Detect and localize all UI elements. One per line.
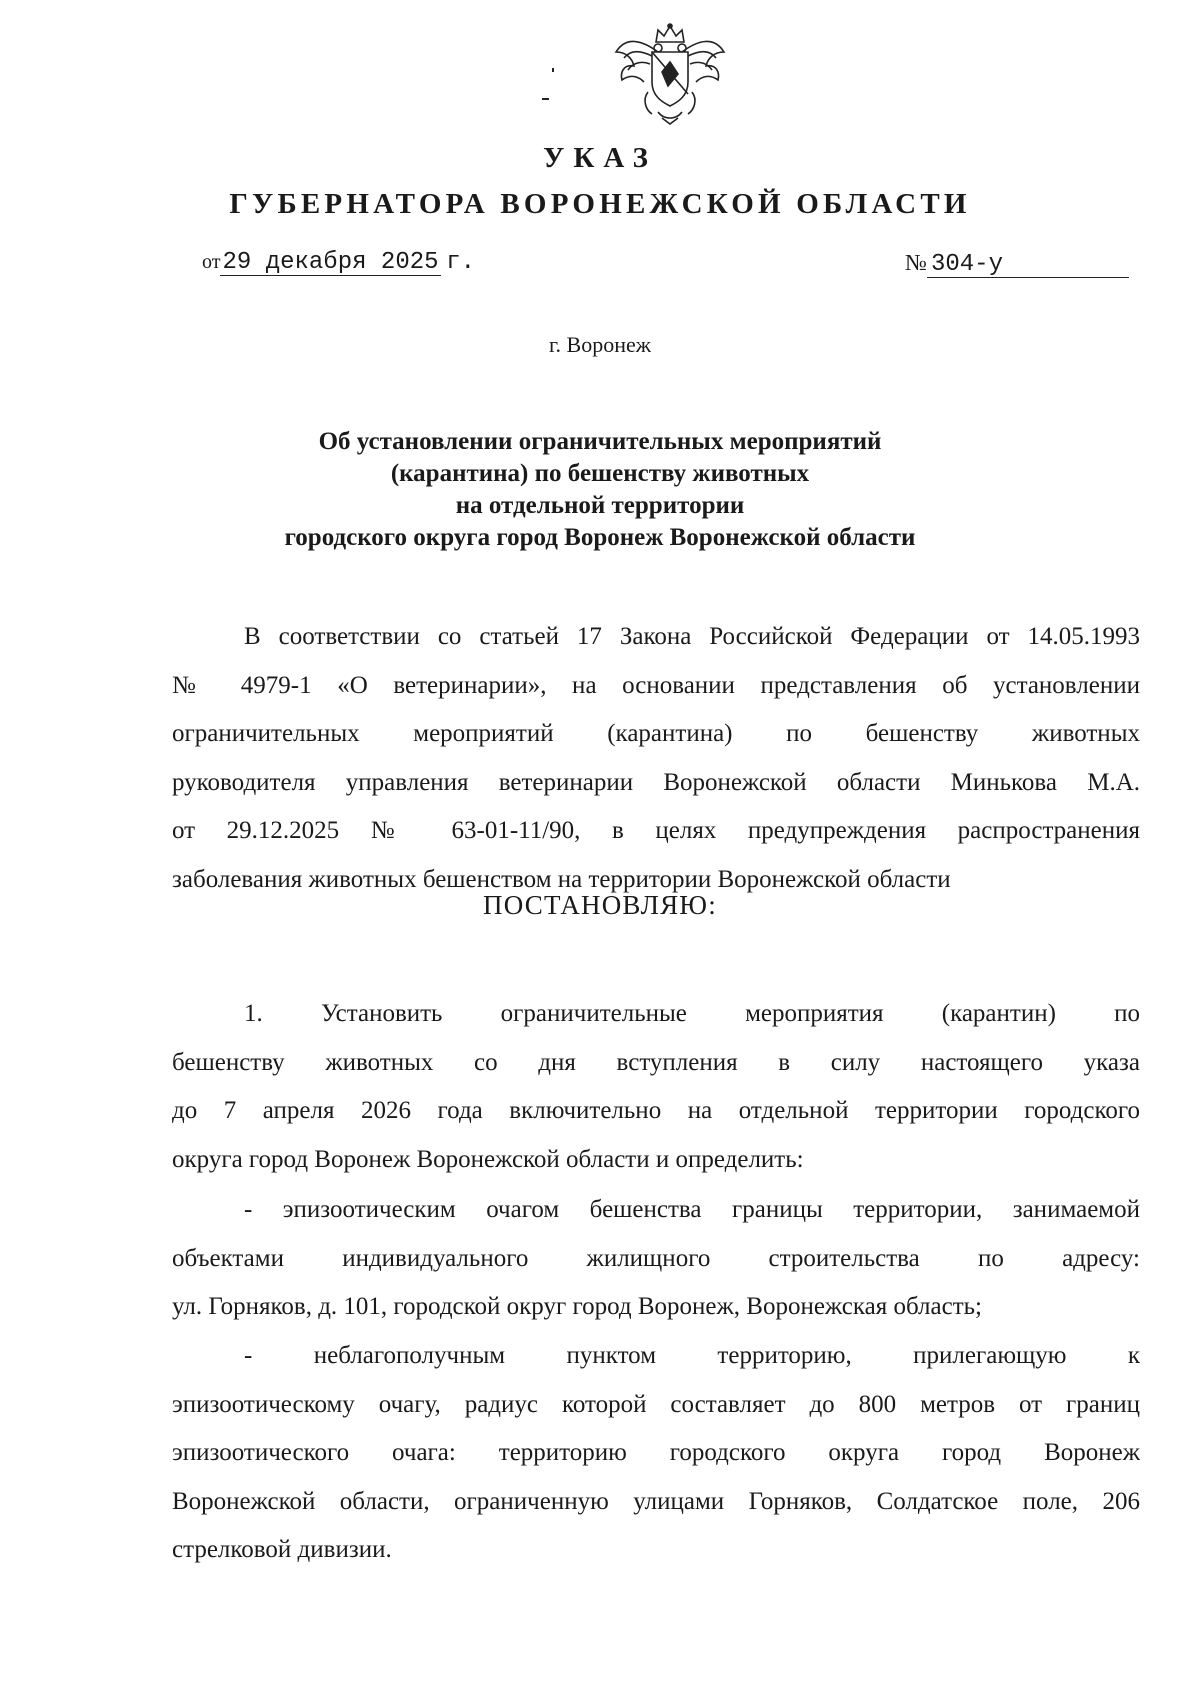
heading-line: Об установлении ограничительных мероприятий (318, 428, 882, 455)
scan-speck (542, 98, 549, 100)
heading-line: (карантина) по бешенству животных (390, 460, 810, 487)
decree-subtitle: ГУБЕРНАТОРА ВОРОНЕЖСКОЙ ОБЛАСТИ (229, 188, 971, 220)
paragraph-line: объектами индивидуального жилищного строительства по адресу: (172, 1244, 1140, 1272)
zone-paragraph (172, 1332, 1140, 1575)
paragraph-line: руководителя управления ветеринарии Воронежской области Минькова М.А. (172, 768, 1140, 796)
decree-title: УКАЗ (543, 142, 657, 174)
paragraph-line: Воронежской области, ограниченную улицами Горняков, Солдатское поле, 206 (172, 1487, 1140, 1515)
paragraph-line: В соответствии со статьей 17 Закона Российской Федерации от 14.05.1993 (244, 623, 1140, 650)
focus-paragraph (172, 1186, 1140, 1332)
heading-line: городского округа город Воронеж Воронежской области (284, 524, 916, 551)
decree-heading (0, 426, 1200, 554)
paragraph-line: заболевания животных бешенством на территории Воронежской области (172, 865, 951, 893)
paragraph-line: округа город Воронеж Воронежской области и определить: (172, 1145, 804, 1173)
paragraph-line: ул. Горняков, д. 101, городской округ город Воронеж, Воронежская область; (172, 1293, 982, 1320)
number-value: 304-у (927, 253, 1129, 278)
paragraph-line: от 29.12.2025 № 63-01-11/90, в целях предупреждения распространения (172, 817, 1140, 844)
resolve-statement: ПОСТАНОВЛЯЮ: (483, 890, 717, 920)
number-sign: № (905, 250, 927, 275)
date-value: 29 декабря 2025 (222, 249, 439, 276)
paragraph-line: до 7 апреля 2026 года включительно на отдельной территории городского (172, 1097, 1140, 1124)
decree-number (905, 250, 1129, 278)
decree-date (202, 248, 475, 276)
item-1-paragraph (172, 990, 1140, 1184)
paragraph-line: - эпизоотическим очагом бешенства границы территории, занимаемой (244, 1196, 1140, 1223)
city-name: г. Воронеж (549, 332, 651, 357)
paragraph-line: эпизоотическому очагу, радиус которой составляет до 800 метров от границ (172, 1390, 1140, 1418)
coat-of-arms-icon (612, 22, 728, 126)
paragraph-line: 1. Установить ограничительные мероприятия (карантин) по (244, 1000, 1140, 1027)
paragraph-line: бешенству животных со дня вступления в силу настоящего указа (172, 1048, 1140, 1076)
paragraph-line: - неблагополучным пунктом территорию, прилегающую к (244, 1342, 1140, 1369)
paragraph-line: эпизоотического очага: территорию городского округа город Воронеж (172, 1439, 1140, 1466)
scan-speck (552, 68, 554, 72)
heading-line: на отдельной территории (455, 492, 745, 519)
preamble-paragraph (172, 613, 1140, 904)
date-suffix: г. (446, 249, 476, 276)
paragraph-line: стрелковой дивизии. (172, 1536, 392, 1563)
date-prefix: от (202, 251, 221, 273)
paragraph-line: № 4979-1 «О ветеринарии», на основании представления об установлении (172, 671, 1140, 699)
paragraph-line: ограничительных мероприятий (карантина) по бешенству животных (172, 720, 1140, 747)
